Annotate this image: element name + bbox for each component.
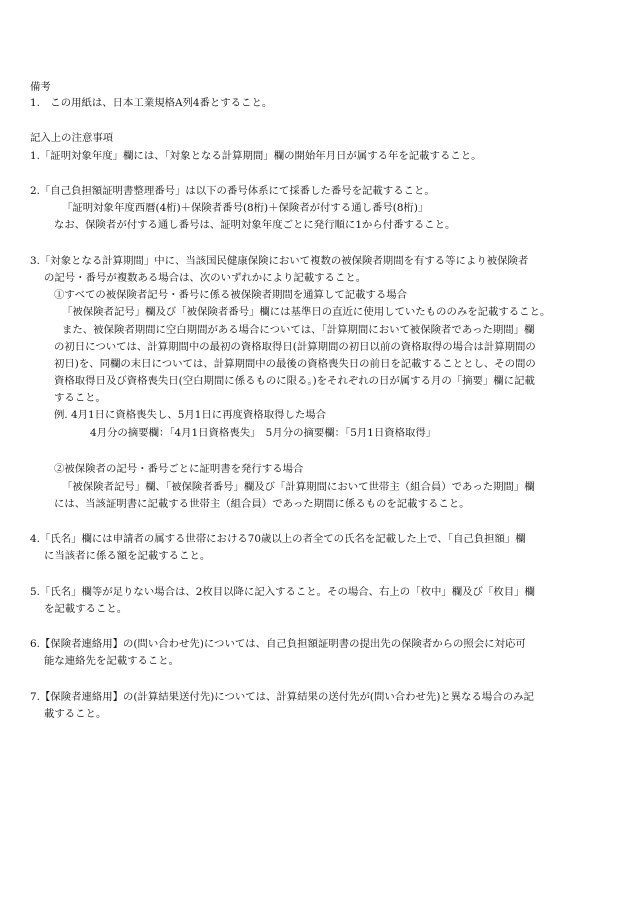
instruction-item-3-line-2: の記号・番号が複数ある場合は、次のいずれかにより記載すること。 [44, 272, 367, 284]
instruction-item-2-line-3: なお、保険者が付する通し番号は、証明対象年度ごとに発行順に1から付番すること。 [54, 219, 456, 231]
remarks-note-1: 1. この用紙は、日本工業規格A列4番とすること。 [30, 97, 273, 109]
instruction-item-3-line-5: また、被保険者期間に空白期間がある場合については、「計算期間において被保険者であった期間」欄 [62, 324, 535, 336]
instruction-item-3-line-8: 資格取得日及び資格喪失日(空白期間に係るものに限る。)をそれぞれの日が属する月の「摘要」欄に記載 [54, 375, 535, 387]
instruction-item-5-line-1: 5.「氏名」欄等が足りない場合は、2枚目以降に記入すること。その場合、右上の「枚中」欄及び「枚目」欄 [30, 586, 535, 598]
instruction-item-3-line-12: ②被保険者の記号・番号ごとに証明書を発行する場合 [54, 463, 304, 475]
instruction-item-3-line-13: 「被保険者記号」欄、「被保険者番号」欄及び「計算期間において世帯主（組合員）であった期間」欄 [62, 481, 535, 493]
instruction-item-6-line-2: 能な連絡先を記載すること。 [44, 655, 180, 667]
instruction-item-3-example: 例. 4月1日に資格喪失し、5月1日に再度資格取得した場合 [54, 409, 327, 421]
instruction-item-3-line-1: 3.「対象となる計算期間」中に、当該国民健康保険において複数の被保険者期間を有する等により被保険者 [30, 255, 529, 267]
instruction-item-4-line-2: に当該者に係る額を記載すること。 [44, 550, 211, 562]
remarks-heading: 備考 [30, 81, 51, 93]
instruction-item-2-line-1: 2.「自己負担額証明書整理番号」は以下の番号体系にて採番した番号を記載すること。 [30, 185, 435, 197]
instructions-heading: 記入上の注意事項 [30, 132, 114, 144]
instruction-item-7-line-1: 7.【保険者連絡用】の(計算結果送付先)については、計算結果の送付先が(問い合わせ先)と異なる場合のみ記 [30, 691, 534, 703]
instruction-item-5-line-2: を記載すること。 [44, 603, 128, 615]
instruction-item-1: 1.「証明対象年度」欄には、「対象となる計算期間」欄の開始年月日が属する年を記載すること。 [30, 150, 482, 162]
instruction-item-3-line-9: すること。 [54, 392, 106, 404]
instruction-item-3-line-3: ①すべての被保険者記号・番号に係る被保険者期間を通算して記載する場合 [54, 289, 408, 301]
instruction-item-3-example-detail: 4月分の摘要欄：「4月1日資格喪失」 5月分の摘要欄：「5月1日資格取得」 [90, 427, 437, 439]
instruction-item-3-line-4: 「被保険者記号」欄及び「被保険者番号」欄には基準日の直近に使用していたもののみを記載すること。 [62, 306, 551, 318]
instruction-item-3-line-6: の初日については、計算期間中の最初の資格取得日(計算期間の初日以前の資格取得の場合は計算期間の [54, 341, 536, 353]
instruction-item-4-line-1: 4.「氏名」欄には申請者の属する世帯における70歳以上の者全ての氏名を記載した上で、「自己負担額」欄 [30, 533, 526, 545]
instruction-item-3-line-14: には、当該証明書に記載する世帯主（組合員）であった期間に係るものを記載すること。 [54, 498, 470, 510]
instruction-item-6-line-1: 6.【保険者連絡用】の(問い合わせ先)については、自己負担額証明書の提出先の保険者からの照会に対応可 [30, 638, 526, 650]
instruction-item-3-line-7: 初日)を、同欄の末日については、計算期間中の最後の資格喪失日の前日を記載することとし、その間の [54, 358, 536, 370]
instruction-item-7-line-2: 載すること。 [44, 708, 107, 720]
instruction-item-2-line-2: 「証明対象年度西暦(4桁)＋保険者番号(8桁)＋保険者が付する通し番号(8桁)」 [62, 202, 429, 214]
